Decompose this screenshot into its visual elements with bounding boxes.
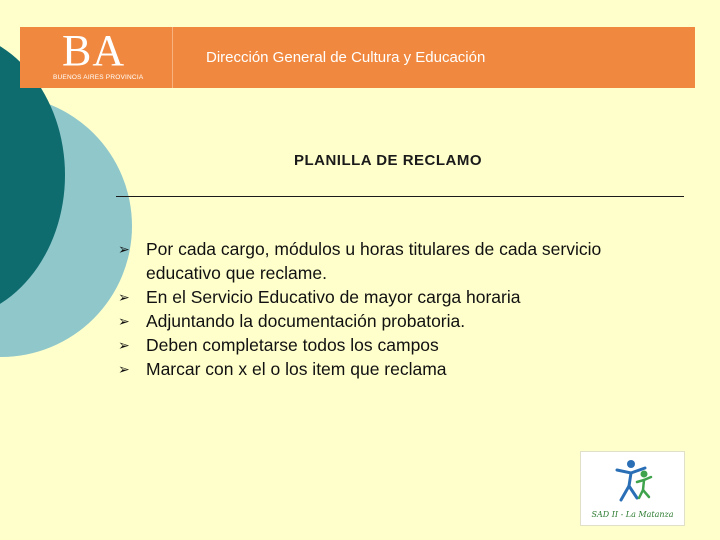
header-title: Dirección General de Cultura y Educación [206, 49, 486, 66]
badge-caption: SAD II - La Matanza [591, 510, 674, 519]
list-item [118, 333, 678, 357]
bullet-text: Deben completarse todos los campos [146, 335, 439, 355]
logo-subtitle: BUENOS AIRES PROVINCIA [53, 74, 144, 81]
slide-title: PLANILLA DE RECLAMO [293, 152, 483, 169]
list-item [118, 237, 678, 285]
bullet-text: Adjuntando la documentación probatoria. [146, 311, 466, 331]
bullet-text: Marcar con x el o los item que reclama [146, 359, 447, 379]
ba-logo [20, 27, 172, 88]
people-figures-icon [581, 452, 684, 510]
logo-text: BA [62, 26, 126, 75]
title-rule [116, 196, 684, 197]
arrow-bullet-icon: ➢ [118, 361, 130, 377]
bullet-list [118, 237, 678, 381]
bullet-text: Por cada cargo, módulos u horas titulares de cada servicio educativo que reclame. [146, 239, 602, 283]
arrow-bullet-icon: ➢ [118, 337, 130, 353]
list-item [118, 285, 678, 309]
sad-logo-badge [580, 451, 685, 526]
header-banner [20, 27, 695, 88]
arrow-bullet-icon: ➢ [118, 313, 130, 329]
list-item [118, 357, 678, 381]
arrow-bullet-icon: ➢ [118, 289, 130, 305]
list-item [118, 309, 678, 333]
header-divider [172, 27, 173, 88]
bullet-text: En el Servicio Educativo de mayor carga horaria [146, 287, 521, 307]
arrow-bullet-icon: ➢ [118, 241, 130, 257]
